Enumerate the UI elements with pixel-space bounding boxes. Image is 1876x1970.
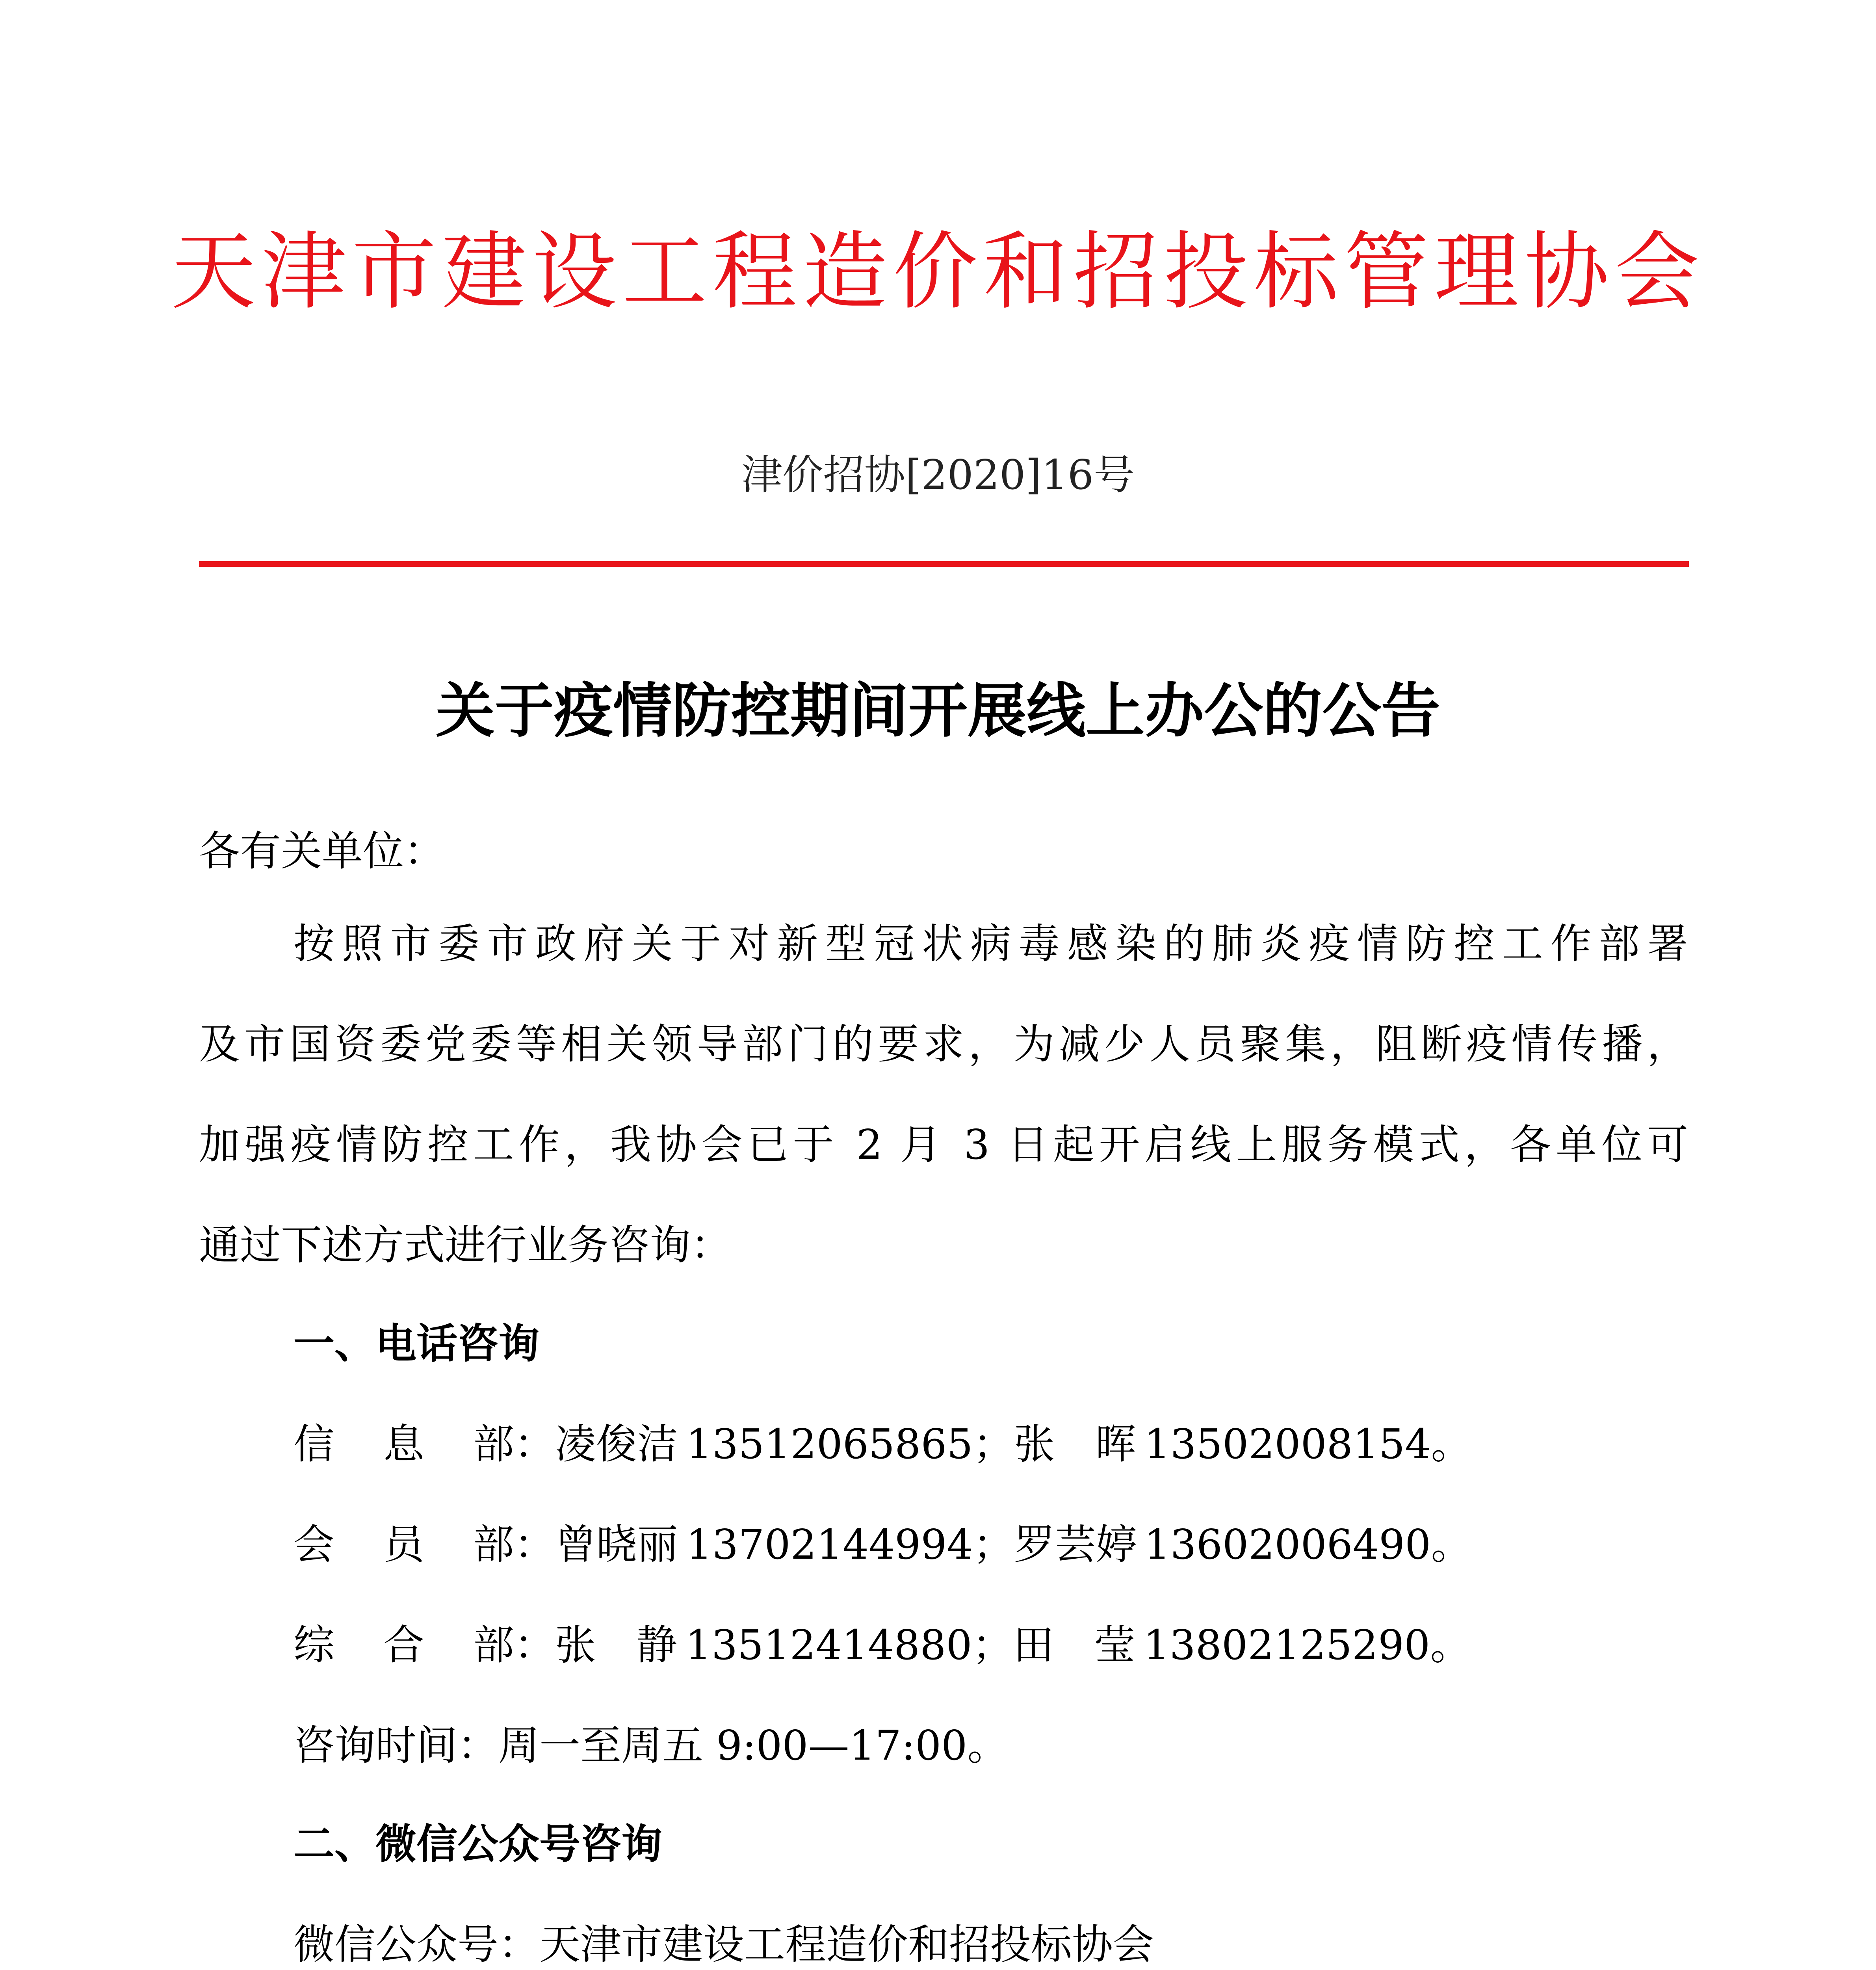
separator: ； xyxy=(972,1621,1013,1669)
contact-name: 曾晓丽 xyxy=(555,1520,678,1569)
phone-number: 13512065865 xyxy=(686,1420,973,1468)
dept-label: 会员部 xyxy=(293,1520,514,1569)
salutation: 各有关单位： xyxy=(199,827,445,875)
end-mark: 。 xyxy=(1431,1420,1472,1468)
body-paragraph-line: 及市国资委党委等相关领导部门的要求，为减少人员聚集，阻断疫情传播， xyxy=(199,1020,1688,1068)
separator: ； xyxy=(973,1420,1014,1468)
section-heading-wechat: 二、微信公众号咨询 xyxy=(293,1819,663,1868)
end-mark: 。 xyxy=(1430,1621,1471,1669)
body-paragraph-line: 按照市委市政府关于对新型冠状病毒感染的肺炎疫情防控工作部署 xyxy=(293,920,1688,968)
document-number: 津价招协[2020]16号 xyxy=(741,451,1135,499)
organization-title: 天津市建设工程造价和招投标管理协会 xyxy=(171,222,1705,321)
colon: ： xyxy=(514,1621,555,1669)
colon: ： xyxy=(514,1520,555,1569)
contact-row-member-dept xyxy=(293,1515,1472,1574)
notice-title: 关于疫情防控期间开展线上办公的公告 xyxy=(435,677,1440,745)
contact-name: 张静 xyxy=(555,1621,678,1669)
contact-name: 张晖 xyxy=(1014,1420,1136,1468)
phone-number: 13802125290 xyxy=(1143,1621,1430,1669)
red-divider-line xyxy=(199,561,1689,567)
end-mark: 。 xyxy=(1431,1520,1472,1569)
dept-label: 综合部 xyxy=(293,1621,514,1669)
section-heading-phone: 一、电话咨询 xyxy=(293,1319,540,1368)
phone-number: 13702144994 xyxy=(686,1520,973,1569)
colon: ： xyxy=(514,1420,555,1468)
consultation-hours: 咨询时间：周一至周五 9:00—17:00。 xyxy=(293,1721,1009,1769)
contact-name: 凌俊洁 xyxy=(555,1420,678,1468)
phone-number: 13502008154 xyxy=(1144,1420,1431,1468)
contact-name: 罗芸婷 xyxy=(1014,1520,1137,1569)
body-paragraph-line: 加强疫情防控工作，我协会已于 2 月 3 日起开启线上服务模式，各单位可 xyxy=(199,1121,1688,1169)
wechat-account-line: 微信公众号：天津市建设工程造价和招投标协会 xyxy=(293,1920,1154,1968)
contact-name: 田莹 xyxy=(1013,1621,1135,1669)
separator: ； xyxy=(973,1520,1014,1569)
body-paragraph-line: 通过下述方式进行业务咨询： xyxy=(199,1221,732,1269)
contact-row-general-dept xyxy=(293,1615,1471,1674)
phone-number: 13512414880 xyxy=(685,1621,972,1669)
dept-label: 信息部 xyxy=(293,1420,514,1468)
contact-row-info-dept xyxy=(293,1414,1472,1474)
phone-number: 13602006490 xyxy=(1144,1520,1431,1569)
